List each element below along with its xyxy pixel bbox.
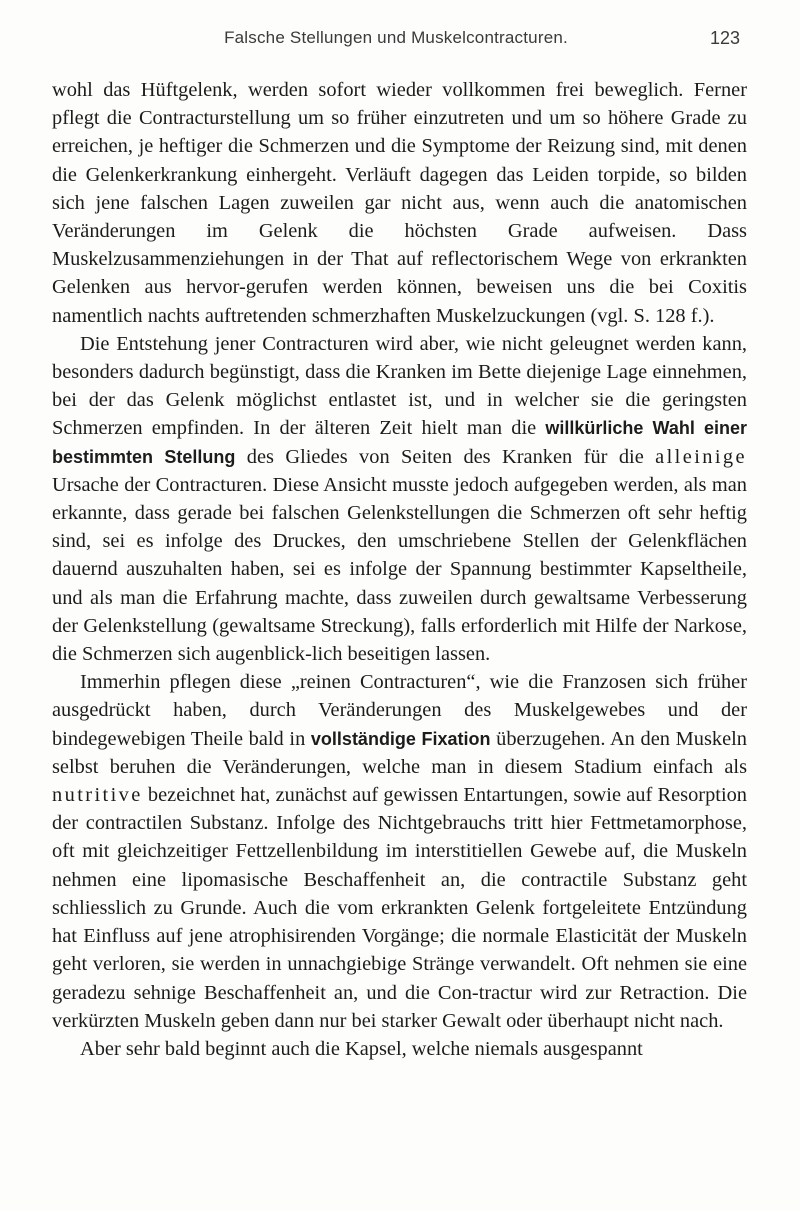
- page-number: 123: [709, 28, 740, 48]
- paragraph-3-text-c: bezeichnet hat, zunächst auf gewissen Entartungen, sowie auf Resorption der contractilen Substanz. Infolge des Nichtgebrauchs tritt hier Fettmetamorphose, oft mit gleichzeitiger Fettzellenbildung im interstitiellen Gewebe auf, die Muskeln nehmen eine lipomasische Beschaffenheit an, die contractile Substanz geht schliesslich zu Grunde. Auch die vom erkrankten Gelenk fortgeleitete Entzündung hat Einfluss auf jene atrophisirenden Vorgänge; die normale Elasticität der Muskeln geht verloren, sie werden in unnachgiebige Stränge verwandelt. Oft nehmen sie eine geradezu sehnige Beschaffenheit an, und die Con-tractur wird zur Retraction. Die verkürzten Muskeln geben dann nur bei starker Gewalt oder überhaupt nicht nach.: [52, 784, 747, 1032]
- paragraph-3-text-a: Immerhin pflegen diese „reinen Contracturen“, wie die Franzosen sich früher ausgedrückt haben, durch Veränderungen des Muskelgewebes und der bindegewebigen Theile bald in: [52, 671, 747, 750]
- paragraph-1-text: wohl das Hüftgelenk, werden sofort wieder vollkommen frei beweglich. Ferner pflegt die Contracturstellung um so früher einzutreten und um so höhere Grade zu erreichen, je heftiger die Schmerzen und die Symptome der Reizung sind, mit denen die Gelenkerkrankung einhergeht. Verläuft dagegen das Leiden torpide, so bilden sich jene falschen Lagen zuweilen gar nicht aus, wenn auch die anatomischen Veränderungen im Gelenk die höchsten Grade aufweisen. Dass Muskelzusammenziehungen in der That auf reflectorischem Wege von erkrankten Gelenken aus hervor-gerufen werden können, beweisen uns die bei Coxitis namentlich nachts auftretenden schmerzhaften Muskelzuckungen (vgl. S. 128 f.).: [52, 79, 747, 327]
- paragraph-3: [52, 668, 747, 1035]
- paragraph-2-text-b: des Gliedes von Seiten des Kranken für die: [235, 445, 656, 468]
- paragraph-2-text-c: Ursache der Contracturen. Diese Ansicht musste jedoch aufgegeben werden, als man erkannte, dass gerade bei falschen Gelenkstellungen die Schmerzen oft sehr heftig sind, sei es infolge des Druckes, den umschriebene Stellen der Gelenkflächen dauernd auszuhalten haben, sei es infolge der Spannung bestimmter Kapseltheile, und als man die Erfahrung machte, dass zuweilen durch gewaltsame Verbesserung der Gelenkstellung (gewaltsame Streckung), falls erforderlich mit Hilfe der Narkose, die Schmerzen sich augenblick-lich beseitigen lassen.: [52, 473, 747, 666]
- paragraph-2-text-a: Die Entstehung jener Contracturen wird aber, wie nicht geleugnet werden kann, besonders dadurch begünstigt, dass die Kranken im Bette diejenige Lage einnehmen, bei der das Gelenk möglichst entlastet ist, und in welcher sie die geringsten Schmerzen empfinden. In der älteren Zeit hielt man die: [52, 332, 747, 440]
- paragraph-3-emphasis-nutritive: nutritive: [52, 784, 143, 807]
- paragraph-2: [52, 330, 747, 668]
- running-title: Falsche Stellungen und Muskelcontracturen.: [224, 28, 568, 47]
- paragraph-1: [52, 76, 747, 330]
- running-head: [52, 28, 740, 58]
- paragraph-3-emphasis-fixation: vollständige Fixation: [310, 728, 491, 749]
- paragraph-2-emphasis-willkuerliche-wahl: willkürliche Wahl einer bestimmten Stellung: [52, 418, 748, 467]
- paragraph-3-text-b: überzugehen. An den Muskeln selbst beruhen die Veränderungen, welche man in diesem Stadium einfach als: [52, 727, 747, 778]
- paragraph-2-emphasis-alleinige: alleinige: [655, 445, 747, 468]
- paragraph-4-text: Aber sehr bald beginnt auch die Kapsel, welche niemals ausgespannt: [80, 1037, 643, 1060]
- paragraph-4: [52, 1035, 747, 1063]
- body-text: [52, 76, 747, 1063]
